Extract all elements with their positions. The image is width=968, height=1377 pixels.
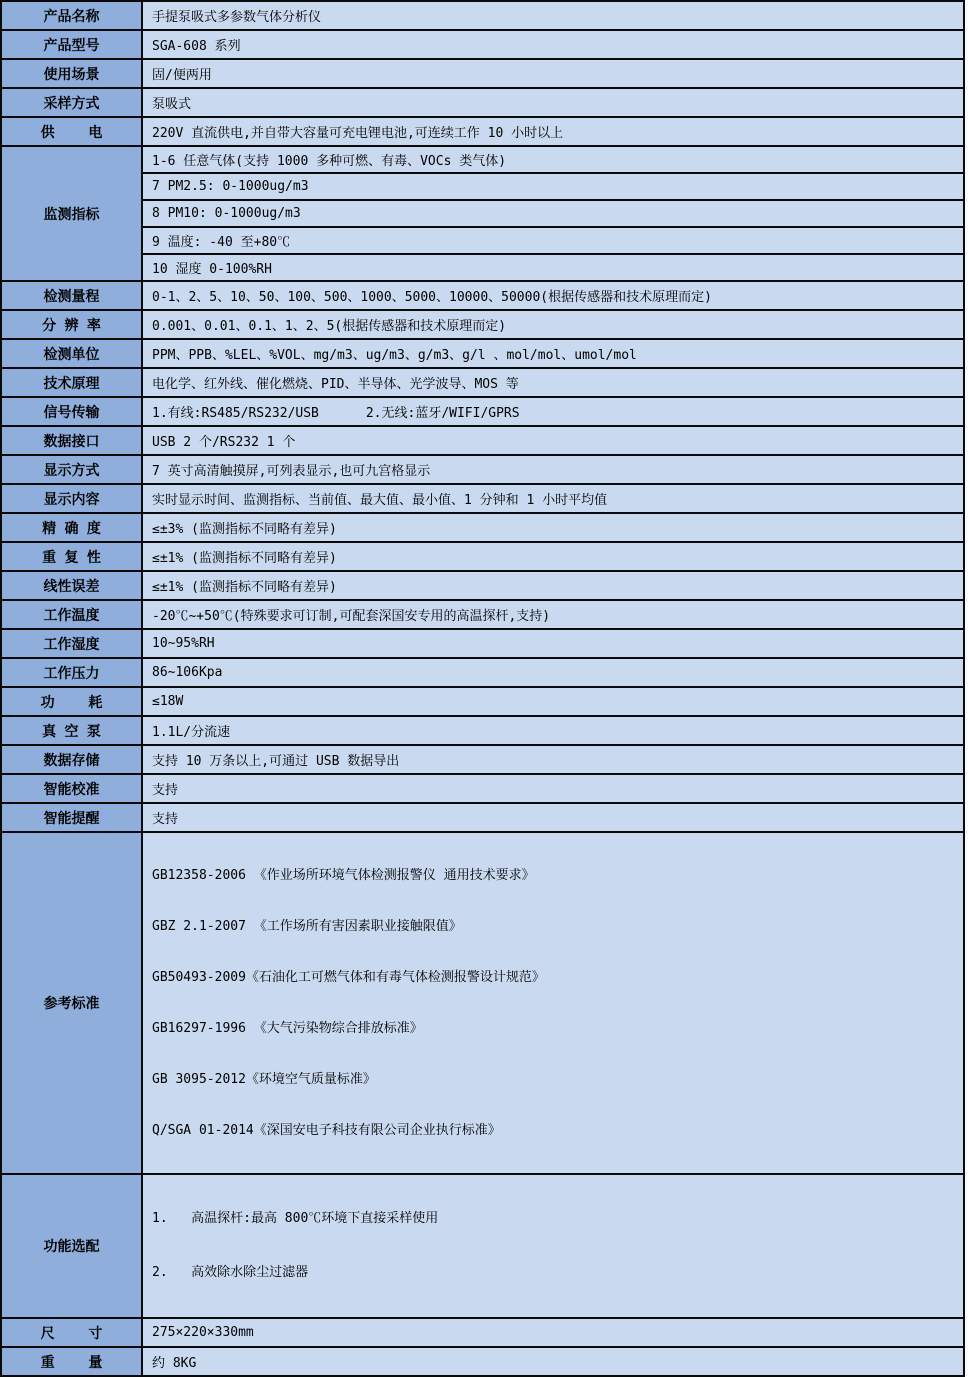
option-line: 2. 高效除水除尘过滤器 bbox=[152, 1265, 309, 1280]
spec-row bbox=[1, 426, 964, 455]
spec-value: 275×220×330mm bbox=[142, 1318, 964, 1347]
spec-row bbox=[1, 1, 964, 30]
spec-value: 电化学、红外线、催化燃烧、PID、半导体、光学波导、MOS 等 bbox=[142, 368, 964, 397]
spec-value: 86~106Kpa bbox=[142, 658, 964, 687]
spec-value: 支持 bbox=[142, 774, 964, 803]
spec-row bbox=[1, 629, 964, 658]
spec-value: 220V 直流供电,并自带大容量可充电锂电池,可连续工作 10 小时以上 bbox=[142, 117, 964, 146]
standard-line: GBZ 2.1-2007 《工作场所有害因素职业接触限值》 bbox=[152, 919, 462, 934]
spec-label: 技术原理 bbox=[1, 368, 142, 397]
spec-row bbox=[1, 117, 964, 146]
spec-value bbox=[142, 1174, 964, 1318]
spec-label: 检测量程 bbox=[1, 281, 142, 310]
spec-label: 数据接口 bbox=[1, 426, 142, 455]
monitoring-item: 1-6 任意气体(支持 1000 多种可燃、有毒、VOCs 类气体) bbox=[142, 146, 964, 173]
spec-row bbox=[1, 339, 964, 368]
spec-value bbox=[142, 832, 964, 1174]
spec-label: 线性误差 bbox=[1, 571, 142, 600]
spec-label: 显示内容 bbox=[1, 484, 142, 513]
spec-value: 泵吸式 bbox=[142, 88, 964, 117]
spec-row bbox=[1, 455, 964, 484]
spec-row-options bbox=[1, 1174, 964, 1318]
spec-label: 检测单位 bbox=[1, 339, 142, 368]
spec-row bbox=[1, 30, 964, 59]
spec-label: 智能校准 bbox=[1, 774, 142, 803]
spec-row-monitoring bbox=[1, 254, 964, 281]
spec-label: 精 确 度 bbox=[1, 513, 142, 542]
standard-line: GB 3095-2012《环境空气质量标准》 bbox=[152, 1072, 376, 1087]
spec-row bbox=[1, 716, 964, 745]
spec-value: ≤±1% (监测指标不同略有差异) bbox=[142, 571, 964, 600]
spec-row bbox=[1, 281, 964, 310]
spec-row-standards bbox=[1, 832, 964, 1174]
spec-row bbox=[1, 803, 964, 832]
spec-label: 供 电 bbox=[1, 117, 142, 146]
spec-row bbox=[1, 745, 964, 774]
option-line: 1. 高温探杆:最高 800℃环境下直接采样使用 bbox=[152, 1211, 439, 1226]
spec-value: 7 英寸高清触摸屏,可列表显示,也可九宫格显示 bbox=[142, 455, 964, 484]
spec-row bbox=[1, 59, 964, 88]
spec-label: 使用场景 bbox=[1, 59, 142, 88]
spec-label: 采样方式 bbox=[1, 88, 142, 117]
spec-label: 参考标准 bbox=[1, 832, 142, 1174]
spec-row bbox=[1, 1347, 964, 1376]
monitoring-item: 9 温度: -40 至+80℃ bbox=[142, 227, 964, 254]
spec-row bbox=[1, 542, 964, 571]
spec-label: 重 量 bbox=[1, 1347, 142, 1376]
spec-row bbox=[1, 88, 964, 117]
spec-value: 1.有线:RS485/RS232/USB 2.无线:蓝牙/WIFI/GPRS bbox=[142, 397, 964, 426]
spec-value: 1.1L/分流速 bbox=[142, 716, 964, 745]
spec-value: 实时显示时间、监测指标、当前值、最大值、最小值、1 分钟和 1 小时平均值 bbox=[142, 484, 964, 513]
spec-label: 数据存储 bbox=[1, 745, 142, 774]
spec-row bbox=[1, 310, 964, 339]
spec-row bbox=[1, 484, 964, 513]
monitoring-item: 10 湿度 0-100%RH bbox=[142, 254, 964, 281]
spec-row bbox=[1, 397, 964, 426]
spec-label: 监测指标 bbox=[1, 146, 142, 281]
spec-row bbox=[1, 1318, 964, 1347]
spec-value: 10~95%RH bbox=[142, 629, 964, 658]
spec-row-monitoring bbox=[1, 146, 964, 173]
spec-row bbox=[1, 513, 964, 542]
standard-line: GB12358-2006 《作业场所环境气体检测报警仪 通用技术要求》 bbox=[152, 868, 535, 883]
spec-label: 尺 寸 bbox=[1, 1318, 142, 1347]
standard-line: GB50493-2009《石油化工可燃气体和有毒气体检测报警设计规范》 bbox=[152, 970, 545, 985]
spec-label: 重 复 性 bbox=[1, 542, 142, 571]
spec-label: 工作湿度 bbox=[1, 629, 142, 658]
spec-value: 约 8KG bbox=[142, 1347, 964, 1376]
spec-row-monitoring bbox=[1, 227, 964, 254]
spec-label: 智能提醒 bbox=[1, 803, 142, 832]
spec-label: 显示方式 bbox=[1, 455, 142, 484]
spec-label: 信号传输 bbox=[1, 397, 142, 426]
spec-value: ≤±3% (监测指标不同略有差异) bbox=[142, 513, 964, 542]
monitoring-item: 8 PM10: 0-1000ug/m3 bbox=[142, 200, 964, 227]
standard-line: GB16297-1996 《大气污染物综合排放标准》 bbox=[152, 1021, 423, 1036]
spec-value: PPM、PPB、%LEL、%VOL、mg/m3、ug/m3、g/m3、g/l 、mol/mol、umol/mol bbox=[142, 339, 964, 368]
spec-row bbox=[1, 368, 964, 397]
spec-row bbox=[1, 600, 964, 629]
spec-value: 0-1、2、5、10、50、100、500、1000、5000、10000、50000(根据传感器和技术原理而定) bbox=[142, 281, 964, 310]
spec-value: 固/便两用 bbox=[142, 59, 964, 88]
spec-value: ≤18W bbox=[142, 687, 964, 716]
spec-label: 分 辨 率 bbox=[1, 310, 142, 339]
spec-label: 产品型号 bbox=[1, 30, 142, 59]
spec-value: SGA-608 系列 bbox=[142, 30, 964, 59]
spec-label: 工作压力 bbox=[1, 658, 142, 687]
spec-label: 工作温度 bbox=[1, 600, 142, 629]
spec-row bbox=[1, 774, 964, 803]
monitoring-item: 7 PM2.5: 0-1000ug/m3 bbox=[142, 173, 964, 200]
spec-label: 真 空 泵 bbox=[1, 716, 142, 745]
spec-value: 手提泵吸式多参数气体分析仪 bbox=[142, 1, 964, 30]
spec-value: 支持 10 万条以上,可通过 USB 数据导出 bbox=[142, 745, 964, 774]
spec-row bbox=[1, 571, 964, 600]
spec-row bbox=[1, 687, 964, 716]
spec-label: 功 耗 bbox=[1, 687, 142, 716]
spec-value: ≤±1% (监测指标不同略有差异) bbox=[142, 542, 964, 571]
spec-row bbox=[1, 658, 964, 687]
standard-line: Q/SGA 01-2014《深国安电子科技有限公司企业执行标准》 bbox=[152, 1123, 501, 1138]
spec-value: USB 2 个/RS232 1 个 bbox=[142, 426, 964, 455]
spec-value: -20℃~+50℃(特殊要求可订制,可配套深国安专用的高温探杆,支持) bbox=[142, 600, 964, 629]
spec-label: 产品名称 bbox=[1, 1, 142, 30]
spec-value: 0.001、0.01、0.1、1、2、5(根据传感器和技术原理而定) bbox=[142, 310, 964, 339]
spec-value: 支持 bbox=[142, 803, 964, 832]
spec-row-monitoring bbox=[1, 173, 964, 200]
spec-row-monitoring bbox=[1, 200, 964, 227]
spec-label: 功能选配 bbox=[1, 1174, 142, 1318]
